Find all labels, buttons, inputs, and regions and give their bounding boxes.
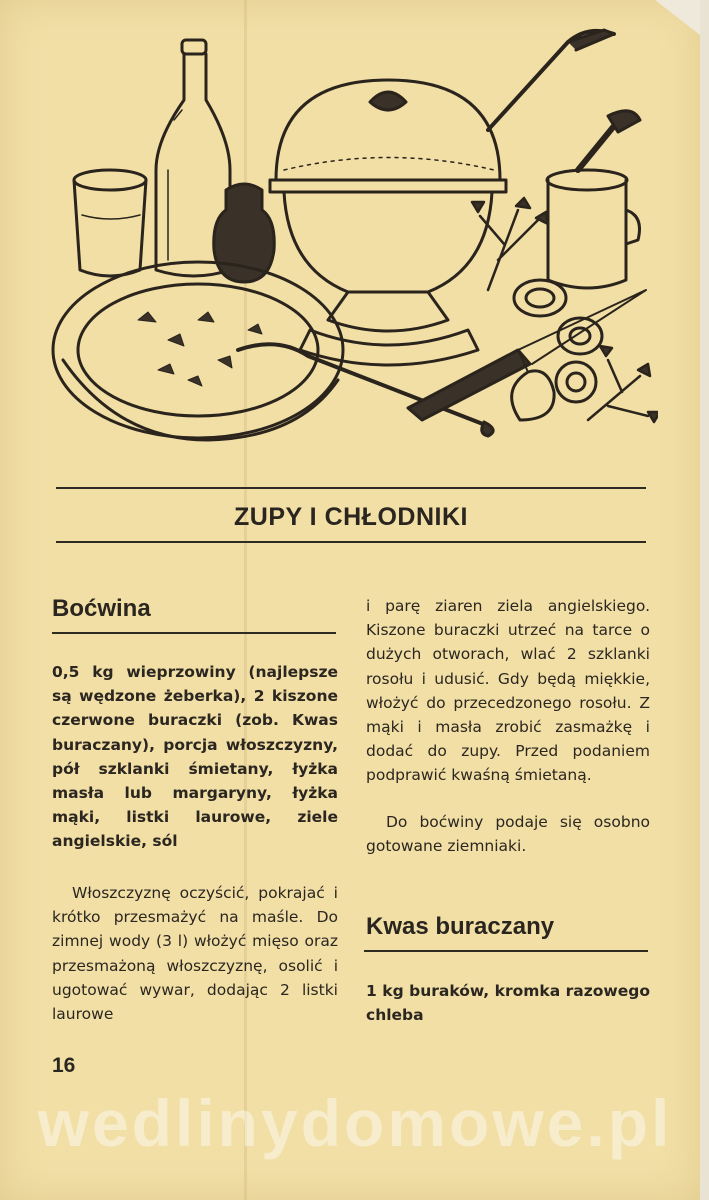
top-rule [56, 487, 646, 489]
tureen-icon [270, 30, 614, 365]
recipe-title: Kwas buraczany [366, 913, 555, 940]
instructions-continued: i parę ziaren ziela angielskiego. Kiszone buraczki utrzeć na tarce o dużych otworach, wlać 2 szklanki rosołu i udusić. Gdy będą miękkie, włożyć do przecedzonego rosołu. Z mąki i masła zrobić zasmażkę i dodać do zupy. Przed podaniem podprawić kwaśną śmietaną. [366, 597, 650, 785]
serving-note: Do boćwiny podaje się osobno gotowane ziemniaki. [366, 813, 650, 856]
parsley-icon [472, 198, 658, 422]
torn-corner [655, 0, 700, 35]
recipe-header [366, 912, 650, 942]
instructions-paragraph: Włoszczyznę oczyścić, pokrajać i krótko przesmażyć na maśle. Do zimnej wody (3 l) włożyć mięso oraz przesmażoną włoszczyznę, osolić i ugotować wywar, dodając 2 listki laurowe [52, 884, 338, 1024]
glass-icon [74, 170, 146, 276]
page-number: 16 [52, 1054, 76, 1077]
soup-tureen-illustration [48, 20, 658, 460]
onion-slices-icon [514, 280, 602, 402]
ingredients-list: 1 kg buraków, kromka razowego chleba [366, 982, 650, 1025]
bottom-rule [56, 541, 646, 543]
mortar-pestle-icon [547, 111, 640, 288]
ingredients-list: 0,5 kg wieprzowiny (najlepsze są wędzone żeberka), 2 kiszone czerwone buraczki (zob. Kwas buraczany), porcja włoszczyzny, pół szklanki śmietany, łyżka masła lub margaryny, łyżka mąki, listki laurowe, ziele angielskie, sól [52, 663, 338, 851]
left-column [52, 594, 338, 624]
recipe-title: Boćwina [52, 595, 151, 622]
section-title: ZUPY I CHŁODNIKI [234, 503, 468, 531]
watermark: wedlinydomowe.pl [37, 1086, 673, 1160]
recipe-title-rule [52, 632, 336, 634]
recipe-title-rule [364, 950, 648, 952]
